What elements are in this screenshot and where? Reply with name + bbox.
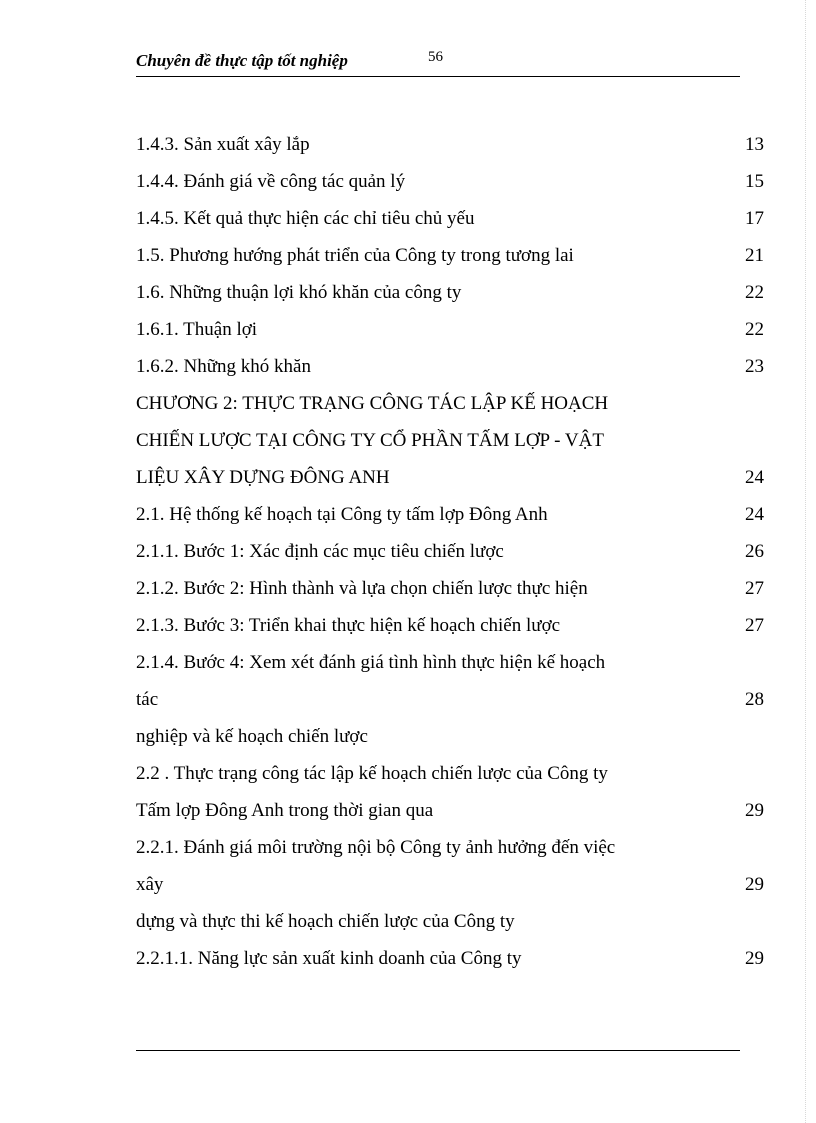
toc-entry	[136, 607, 764, 644]
toc-entry	[136, 644, 764, 681]
toc-entry-text: LIỆU XÂY DỰNG ĐÔNG ANH	[136, 467, 390, 488]
toc-entry-text: 1.6.2. Những khó khăn	[136, 356, 311, 377]
toc-entry	[136, 940, 764, 977]
toc-entry-text: nghiệp và kế hoạch chiến lược	[136, 726, 368, 747]
toc-entry-page: 13	[745, 134, 764, 155]
toc-entry	[136, 681, 764, 718]
toc-entry-text: 2.2.1.1. Năng lực sản xuất kinh doanh của Công ty	[136, 948, 522, 969]
table-of-contents	[136, 126, 764, 977]
toc-entry-text: 1.4.4. Đánh giá về công tác quản lý	[136, 171, 406, 192]
toc-entry	[136, 163, 764, 200]
toc-entry	[136, 311, 764, 348]
toc-entry-text: CHIẾN LƯỢC TẠI CÔNG TY CỔ PHẦN TẤM LỢP - VẬT	[136, 430, 604, 451]
toc-entry-page: 17	[745, 208, 764, 229]
toc-entry	[136, 274, 764, 311]
toc-entry-page: 24	[745, 467, 764, 488]
toc-entry-page: 15	[745, 171, 764, 192]
toc-entry	[136, 866, 764, 903]
toc-entry	[136, 718, 764, 755]
toc-entry	[136, 903, 764, 940]
page-edge	[805, 0, 806, 1123]
toc-entry-text: 2.1.2. Bước 2: Hình thành và lựa chọn chiến lược thực hiện	[136, 578, 588, 599]
toc-entry-page: 29	[745, 948, 764, 969]
toc-entry-page: 23	[745, 356, 764, 377]
toc-entry	[136, 570, 764, 607]
toc-entry-text: 1.6. Những thuận lợi khó khăn của công ty	[136, 282, 462, 303]
toc-entry-text: Tấm lợp Đông Anh trong thời gian qua	[136, 800, 434, 821]
toc-entry	[136, 237, 764, 274]
toc-entry-text: 2.1.4. Bước 4: Xem xét đánh giá tình hình thực hiện kế hoạch	[136, 652, 606, 673]
toc-entry-text: tác	[136, 689, 159, 710]
toc-entry-page: 26	[745, 541, 764, 562]
page-header	[136, 44, 740, 77]
toc-entry-page: 27	[745, 578, 764, 599]
toc-entry-text: 1.4.3. Sản xuất xây lắp	[136, 134, 310, 155]
toc-entry	[136, 422, 764, 459]
header-title: Chuyên đề thực tập tốt nghiệp	[136, 51, 348, 70]
toc-entry-page: 28	[745, 689, 764, 710]
toc-entry-text: 2.2.1. Đánh giá môi trường nội bộ Công ty ảnh hưởng đến việc	[136, 837, 616, 858]
toc-entry-text: 2.1.1. Bước 1: Xác định các mục tiêu chiến lược	[136, 541, 504, 562]
toc-entry	[136, 533, 764, 570]
header-page-number: 56	[428, 49, 443, 65]
toc-entry-text: 1.4.5. Kết quả thực hiện các chỉ tiêu chủ yếu	[136, 208, 475, 229]
toc-entry	[136, 755, 764, 792]
toc-entry	[136, 496, 764, 533]
toc-entry	[136, 385, 764, 422]
toc-entry-text: 2.1.3. Bước 3: Triển khai thực hiện kế hoạch chiến lược	[136, 615, 561, 636]
toc-entry-text: dựng và thực thi kế hoạch chiến lược của Công ty	[136, 911, 515, 932]
toc-entry	[136, 200, 764, 237]
toc-entry-text: 1.5. Phương hướng phát triển của Công ty trong tương lai	[136, 245, 574, 266]
toc-entry	[136, 829, 764, 866]
toc-entry-text: 1.6.1. Thuận lợi	[136, 319, 258, 340]
toc-entry-text: CHƯƠNG 2: THỰC TRẠNG CÔNG TÁC LẬP KẾ HOẠCH	[136, 393, 609, 414]
toc-entry	[136, 792, 764, 829]
toc-entry-page: 29	[745, 800, 764, 821]
toc-entry-page: 27	[745, 615, 764, 636]
toc-entry-page: 22	[745, 319, 764, 340]
toc-entry	[136, 126, 764, 163]
footer-rule	[136, 1050, 740, 1051]
toc-entry	[136, 459, 764, 496]
toc-entry	[136, 348, 764, 385]
toc-entry-text: 2.2 . Thực trạng công tác lập kế hoạch chiến lược của Công ty	[136, 763, 608, 784]
toc-entry-text: xây	[136, 874, 164, 895]
toc-entry-page: 22	[745, 282, 764, 303]
toc-entry-page: 21	[745, 245, 764, 266]
toc-entry-page: 24	[745, 504, 764, 525]
toc-entry-page: 29	[745, 874, 764, 895]
toc-entry-text: 2.1. Hệ thống kế hoạch tại Công ty tấm lợp Đông Anh	[136, 504, 548, 525]
